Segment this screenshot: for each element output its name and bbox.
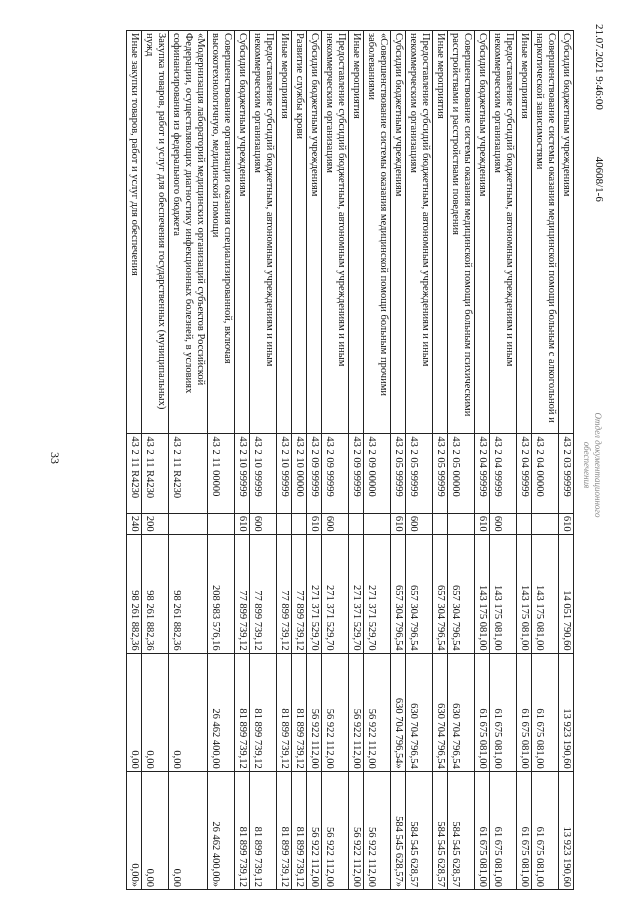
table-row	[532, 31, 559, 890]
amount-2022: 0,00	[127, 653, 142, 771]
amount-2023: 61 675 081,00	[517, 771, 532, 889]
amount-2022: 61 675 081,00	[475, 653, 490, 771]
expense-type-cell	[208, 513, 235, 535]
expense-type-cell: 610	[235, 513, 250, 535]
expense-type-cell	[433, 513, 448, 535]
document-footer	[593, 24, 605, 246]
amount-2021: 208 983 576,16	[208, 535, 235, 653]
amount-2021: 143 175 081,00	[517, 535, 532, 653]
amount-2021: 98 261 882,36	[169, 535, 208, 653]
table-row	[490, 31, 517, 890]
table-row	[517, 31, 532, 890]
code-cell: 43 2 10 99999	[235, 434, 250, 514]
code-cell: 43 2 05 00000	[448, 434, 475, 514]
amount-2023: 81 899 739,12	[235, 771, 250, 889]
table-row	[250, 31, 277, 890]
expense-type-cell: 600	[250, 513, 277, 535]
expense-type-cell: 610	[391, 513, 406, 535]
amount-2023: 61 675 081,00	[475, 771, 490, 889]
stamp-line: Отдел документационного	[593, 412, 603, 518]
expense-type-cell: 610	[559, 513, 574, 535]
table-row	[235, 31, 250, 890]
item-name: Иные мероприятия	[349, 31, 364, 434]
code-cell: 43 2 05 99999	[433, 434, 448, 514]
table-row	[349, 31, 364, 890]
amount-2022: 630 704 796,54»	[391, 653, 406, 771]
amount-2022: 630 704 796,54	[406, 653, 433, 771]
amount-2023: 81 899 739,12	[250, 771, 277, 889]
amount-2021: 657 304 796,54	[391, 535, 406, 653]
stamp-line: обеспечения	[582, 441, 592, 489]
item-name: Иные мероприятия	[277, 31, 292, 434]
table-row	[559, 31, 574, 890]
footer-date: 21.07.2021 9:46:00	[593, 24, 605, 110]
table-row	[208, 31, 235, 890]
amount-2023: 584 545 628,57»	[391, 771, 406, 889]
expense-type-cell: 200	[142, 513, 169, 535]
amount-2022: 630 704 796,54	[448, 653, 475, 771]
amount-2021: 77 899 739,12	[235, 535, 250, 653]
code-cell: 43 2 05 99999	[391, 434, 406, 514]
amount-2022: 13 923 190,60	[559, 653, 574, 771]
item-name: «Модернизация лабораторий медицинских организаций субъектов Российской Федерации, осуществляющих диагностику инфекционных болезней, в условиях софинансирования из федерального бюджета	[169, 31, 208, 434]
amount-2022: 61 675 081,00	[532, 653, 559, 771]
amount-2022: 26 462 400,00	[208, 653, 235, 771]
expense-type-cell: 600	[490, 513, 517, 535]
item-name: Иные закупки товаров, работ и услуг для обеспечения	[127, 31, 142, 434]
item-name: Субсидии бюджетным учреждениям	[235, 31, 250, 434]
code-cell: 43 2 11 00000	[208, 434, 235, 514]
amount-2022: 0,00	[142, 653, 169, 771]
amount-2022: 81 899 739,12	[250, 653, 277, 771]
expense-type-cell	[349, 513, 364, 535]
amount-2023: 61 675 081,00	[490, 771, 517, 889]
amount-2023: 584 545 628,57	[448, 771, 475, 889]
amount-2022: 0,00	[169, 653, 208, 771]
expense-type-cell: 600	[322, 513, 349, 535]
item-name: Предоставление субсидий бюджетным, автономным учреждениям и иным некоммерческим организациям	[322, 31, 349, 434]
amount-2021: 657 304 796,54	[448, 535, 475, 653]
expense-type-cell	[169, 513, 208, 535]
item-name: «Совершенствование системы оказания медицинской помощи больным прочими заболеваниями	[364, 31, 391, 434]
item-name: Субсидии бюджетным учреждениям	[475, 31, 490, 434]
amount-2023: 13 923 190,60	[559, 771, 574, 889]
amount-2021: 14 051 790,60	[559, 535, 574, 653]
page-number: 33	[48, 452, 62, 464]
table-row	[142, 31, 169, 890]
item-name: Иные мероприятия	[433, 31, 448, 434]
budget-table	[126, 30, 574, 890]
amount-2023: 0,00	[142, 771, 169, 889]
amount-2023: 0,00»	[127, 771, 142, 889]
code-cell: 43 2 09 99999	[349, 434, 364, 514]
amount-2021: 98 261 882,36	[142, 535, 169, 653]
table-row	[307, 31, 322, 890]
item-name: Закупка товаров, работ и услуг для обеспечения государственных (муниципальных) нужд	[142, 31, 169, 434]
amount-2022: 81 899 739,12	[277, 653, 292, 771]
amount-2023: 56 922 112,00	[322, 771, 349, 889]
amount-2021: 657 304 796,54	[433, 535, 448, 653]
amount-2022: 56 922 112,00	[322, 653, 349, 771]
table-row	[433, 31, 448, 890]
amount-2023: 584 545 628,57	[406, 771, 433, 889]
table-row	[322, 31, 349, 890]
amount-2021: 77 899 739,12	[277, 535, 292, 653]
amount-2022: 61 675 081,00	[490, 653, 517, 771]
amount-2023: 81 899 739,12	[292, 771, 307, 889]
table-row	[475, 31, 490, 890]
item-name: Развитие службы крови	[292, 31, 307, 434]
amount-2022: 56 922 112,00	[364, 653, 391, 771]
amount-2022: 630 704 796,54	[433, 653, 448, 771]
table-row	[169, 31, 208, 890]
item-name: Субсидии бюджетным учреждениям	[307, 31, 322, 434]
amount-2021: 77 899 739,12	[250, 535, 277, 653]
amount-2021: 77 899 739,12	[292, 535, 307, 653]
table-row	[127, 31, 142, 890]
expense-type-cell: 610	[475, 513, 490, 535]
amount-2021: 271 371 529,70	[307, 535, 322, 653]
code-cell: 43 2 09 00000	[364, 434, 391, 514]
expense-type-cell	[532, 513, 559, 535]
footer-doc-number: 40608/1-6	[593, 156, 605, 202]
expense-type-cell	[517, 513, 532, 535]
expense-type-cell	[448, 513, 475, 535]
item-name: Субсидии бюджетным учреждениям	[391, 31, 406, 434]
item-name: Субсидии бюджетным учреждениям	[559, 31, 574, 434]
code-cell: 43 2 11 R4230	[169, 434, 208, 514]
table-row	[364, 31, 391, 890]
amount-2021: 657 304 796,54	[406, 535, 433, 653]
amount-2023: 56 922 112,00	[349, 771, 364, 889]
table-row	[391, 31, 406, 890]
item-name: Совершенствование системы оказания медицинской помощи больным психическими расстройствами и расстройствами поведения	[448, 31, 475, 434]
amount-2021: 143 175 081,00	[532, 535, 559, 653]
department-stamp	[581, 400, 603, 530]
table-row	[277, 31, 292, 890]
amount-2023: 0,00	[169, 771, 208, 889]
amount-2021: 271 371 529,70	[364, 535, 391, 653]
amount-2022: 81 899 739,12	[235, 653, 250, 771]
code-cell: 43 2 10 00000	[292, 434, 307, 514]
expense-type-cell: 240	[127, 513, 142, 535]
amount-2021: 271 371 529,70	[349, 535, 364, 653]
code-cell: 43 2 11 R4230	[127, 434, 142, 514]
code-cell: 43 2 10 99999	[277, 434, 292, 514]
code-cell: 43 2 05 99999	[406, 434, 433, 514]
amount-2023: 61 675 081,00	[532, 771, 559, 889]
code-cell: 43 2 04 99999	[490, 434, 517, 514]
amount-2022: 61 675 081,00	[517, 653, 532, 771]
expense-type-cell: 600	[406, 513, 433, 535]
amount-2021: 143 175 081,00	[475, 535, 490, 653]
amount-2022: 56 922 112,00	[349, 653, 364, 771]
expense-type-cell	[364, 513, 391, 535]
amount-2023: 81 899 739,12	[277, 771, 292, 889]
amount-2021: 271 371 529,70	[322, 535, 349, 653]
code-cell: 43 2 09 99999	[322, 434, 349, 514]
expense-type-cell: 610	[307, 513, 322, 535]
amount-2022: 81 899 739,12	[292, 653, 307, 771]
item-name: Предоставление субсидий бюджетным, автономным учреждениям и иным некоммерческим организациям	[490, 31, 517, 434]
code-cell: 43 2 04 99999	[475, 434, 490, 514]
table-row	[406, 31, 433, 890]
code-cell: 43 2 11 R4230	[142, 434, 169, 514]
code-cell: 43 2 04 99999	[517, 434, 532, 514]
table-row	[448, 31, 475, 890]
amount-2023: 56 922 112,00	[307, 771, 322, 889]
item-name: Совершенствование организации оказания специализированной, включая высокотехнологичную, медицинской помощи	[208, 31, 235, 434]
amount-2021: 98 261 882,36	[127, 535, 142, 653]
code-cell: 43 2 10 99999	[250, 434, 277, 514]
code-cell: 43 2 03 99999	[559, 434, 574, 514]
amount-2023: 56 922 112,00	[364, 771, 391, 889]
item-name: Совершенствование системы оказания медицинской помощи больным с алкогольной и наркотической зависимостями	[532, 31, 559, 434]
expense-type-cell	[292, 513, 307, 535]
expense-type-cell	[277, 513, 292, 535]
amount-2021: 143 175 081,00	[490, 535, 517, 653]
code-cell: 43 2 04 00000	[532, 434, 559, 514]
item-name: Предоставление субсидий бюджетным, автономным учреждениям и иным некоммерческим организациям	[406, 31, 433, 434]
amount-2023: 584 545 628,57	[433, 771, 448, 889]
amount-2023: 26 462 400,00»	[208, 771, 235, 889]
item-name: Предоставление субсидий бюджетным, автономным учреждениям и иным некоммерческим организациям	[250, 31, 277, 434]
table-row	[292, 31, 307, 890]
amount-2022: 56 922 112,00	[307, 653, 322, 771]
item-name: Иные мероприятия	[517, 31, 532, 434]
code-cell: 43 2 09 99999	[307, 434, 322, 514]
